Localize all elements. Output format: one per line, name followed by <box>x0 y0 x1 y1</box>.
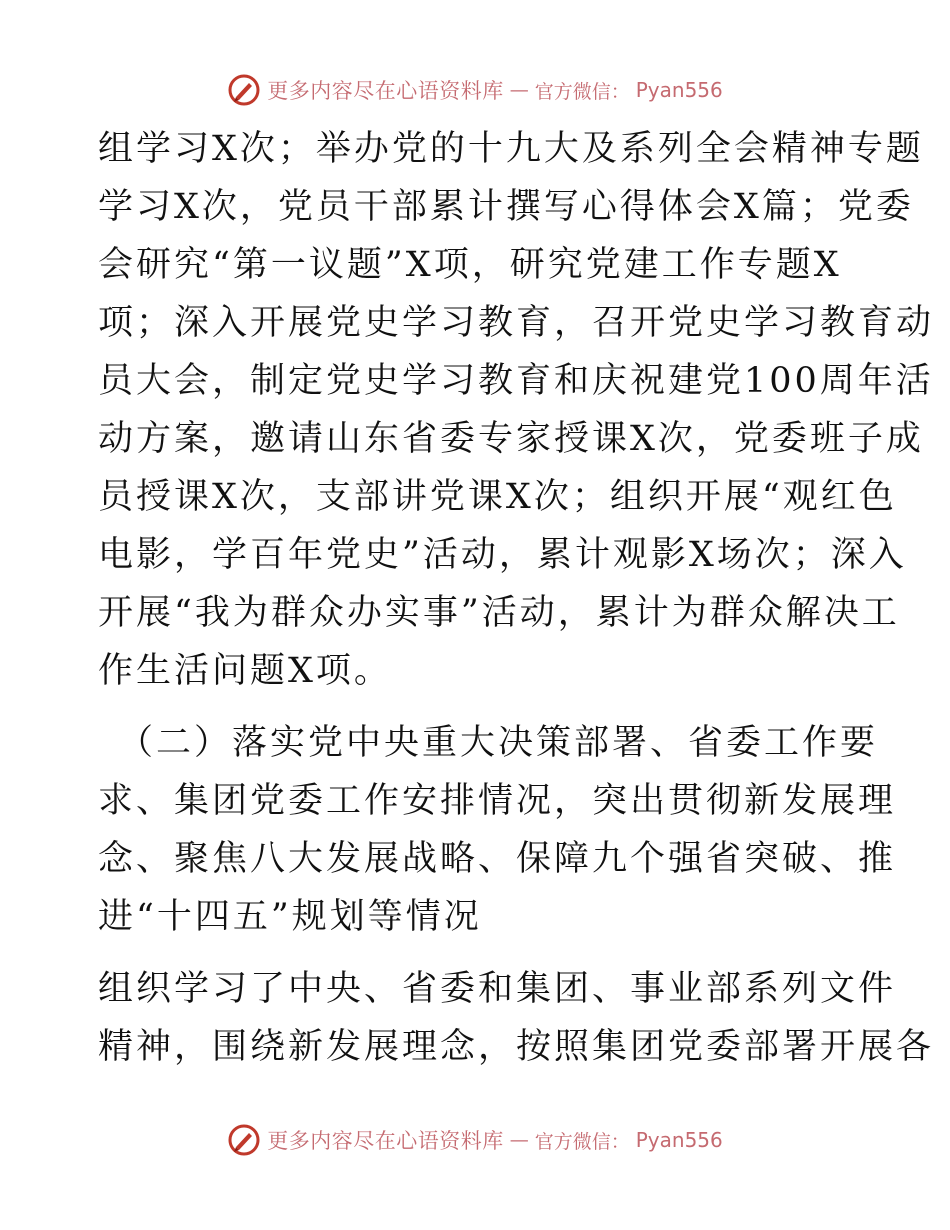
watermark-site-name: 更多内容尽在心语资料库 <box>267 79 504 103</box>
watermark-separator: — <box>509 1129 529 1151</box>
watermark-header <box>0 70 950 110</box>
watermark-wechat-id: Pyan556 <box>635 1128 723 1152</box>
body-line: 组学习X次；举办党的十九大及系列全会精神专题 <box>98 129 924 169</box>
body-line: 员大会，制定党史学习教育和庆祝建党100周年活 <box>98 361 934 401</box>
paragraph-line: 组织学习了中央、省委和集团、事业部系列文件 <box>98 969 897 1009</box>
section-heading-line: 进“十四五”规划等情况 <box>98 897 482 937</box>
watermark-separator: — <box>509 79 529 101</box>
body-line: 动方案，邀请山东省委专家授课X次，党委班子成 <box>98 419 924 459</box>
watermark-wechat-id: Pyan556 <box>635 78 723 102</box>
section-heading-line: 念、聚焦八大发展战略、保障九个强省突破、推 <box>98 839 897 879</box>
watermark-wechat-label: 官方微信： <box>534 1130 630 1153</box>
body-line: 员授课X次，支部讲党课X次；组织开展“观红色 <box>98 477 897 517</box>
body-line: 开展“我为群众办实事”活动，累计为群众解决工 <box>98 593 900 633</box>
body-line: 电影，学百年党史”活动，累计观影X场次；深入 <box>98 535 907 575</box>
section-heading-line: （二）落实党中央重大决策部署、省委工作要 <box>118 723 879 763</box>
pen-logo-icon <box>227 1123 261 1157</box>
body-line: 作生活问题X项。 <box>98 651 392 691</box>
paragraph-line: 精神，围绕新发展理念，按照集团党委部署开展各 <box>98 1027 935 1067</box>
pen-logo-icon <box>227 73 261 107</box>
watermark-wechat-label: 官方微信： <box>534 80 630 103</box>
section-heading-line: 求、集团党委工作安排情况，突出贯彻新发展理 <box>98 781 897 821</box>
watermark-site-name: 更多内容尽在心语资料库 <box>267 1129 504 1153</box>
body-line: 学习X次，党员干部累计撰写心得体会X篇；党委 <box>98 187 914 227</box>
body-line: 会研究“第一议题”X项，研究党建工作专题X <box>98 245 842 285</box>
body-line: 项；深入开展党史学习教育，召开党史学习教育动 <box>98 303 935 343</box>
watermark-footer <box>0 1120 950 1160</box>
